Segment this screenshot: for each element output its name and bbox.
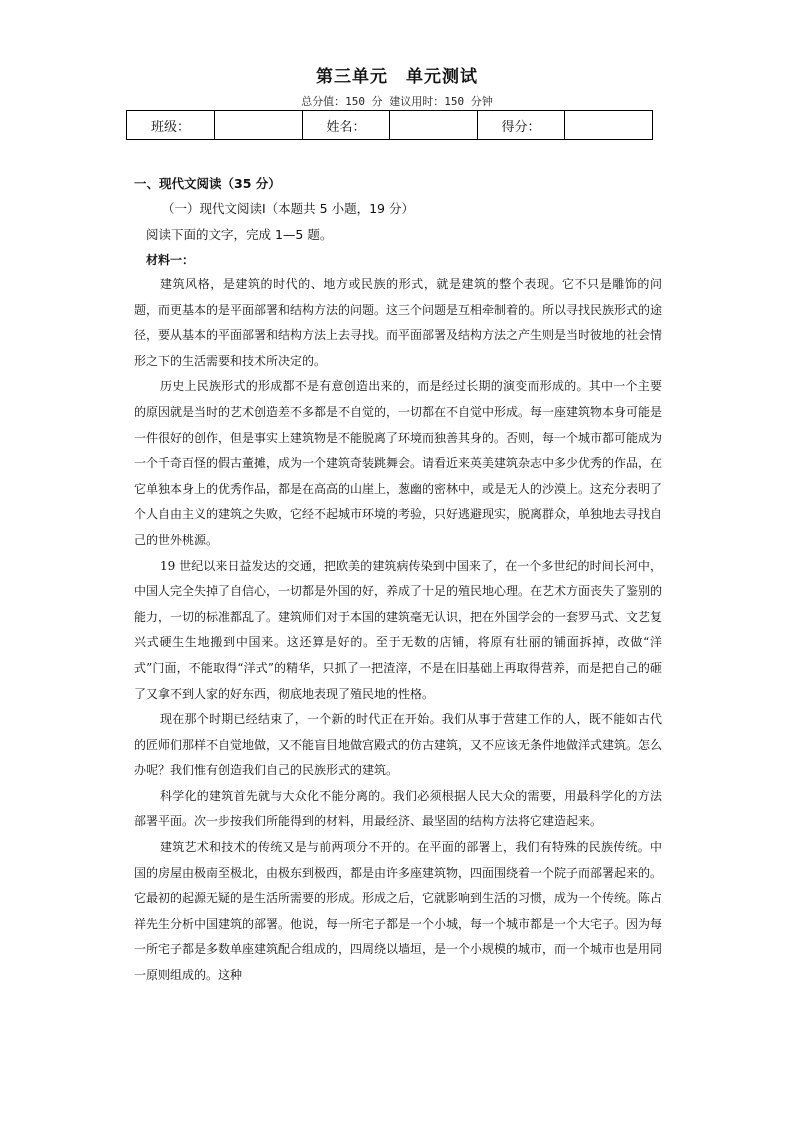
paragraph-2: 历史上民族形式的形成都不是有意创造出来的，而是经过长期的演变而形成的。其中一个主要的原因就是当时的艺术创造差不多都是不自觉的，一切都在不自觉中形成。每一座建筑物本身可能是一件很好的创作，但是事实上建筑物是不能脱离了环境而独善其身的。否则，每一个城市都可能成为一个千奇百怪的假古董摊，成为一个建筑奇装跳舞会。请看近来英美建筑杂志中多少优秀的作品，在它单独本身上的优秀作品，都是在高高的山崖上，葱幽的密林中，或是无人的沙漠上。这充分表明了个人自由主义的建筑之失败，它经不起城市环境的考验，只好逃避现实，脱离群众，单独地去寻找自己的世外桃源。 — [134, 379, 663, 547]
paragraph-3: 19 世纪以来日益发达的交通，把欧美的建筑病传染到中国来了，在一个多世纪的时间长河中，中国人完全失掉了自信心，一切都是外国的好，养成了十足的殖民地心理。在艺术方面丧失了鉴别的能力，一切的标准都乱了。建筑师们对于本国的建筑毫无认识，把在外国学会的一套罗马式、文艺复兴式硬生生地搬到中国来。这还算是好的。至于无数的店铺，将原有壮丽的铺面拆掉，改做“洋式”门面，不能取得“洋式”的精华，只抓了一把渣滓，不是在旧基础上再取得营养，而是把自己的砸了又拿不到人家的好东西，彻底地表现了殖民地的性格。 — [134, 558, 663, 701]
score-field[interactable] — [565, 111, 653, 140]
name-field[interactable] — [390, 111, 478, 140]
paragraph-1: 建筑风格，是建筑的时代的、地方或民族的形式，就是建筑的整个表现。它不只是雕饰的问题，而更基本的是平面部署和结构方法的问题。这三个问题是互相牵制着的。所以寻找民族形式的途径，要从基本的平面部署和结构方法上去寻找。而平面部署及结构方法之产生则是当时彼地的社会情形之下的生活需要和技术所决定的。 — [134, 277, 663, 368]
paragraph-6: 建筑艺术和技术的传统又是与前两项分不开的。在平面的部署上，我们有特殊的民族传统。中国的房屋由极南至极北，由极东到极西，都是由许多座建筑物，四面围绕着一个院子而部署起来的。它最初的起源无疑的是生活所需要的形成。形成之后，它就影响到生活的习惯，成为一个传统。陈占祥先生分析中国建筑的部署。他说，每一所宅子都是一个小城，每一个城市都是一个大宅子。因为每一所宅子都是多数单座建筑配合组成的，四周绕以墙垣，是一个小规模的城市，而一个城市也是用同一原则组成的。这种 — [134, 840, 663, 983]
material-label: 材料一： — [146, 253, 195, 267]
page-title: 第三单元 单元测试 — [316, 67, 478, 87]
class-label: 班级： — [127, 111, 215, 140]
paragraph-5: 科学化的建筑首先就与大众化不能分离的。我们必须根据人民大众的需要，用最科学化的方法部署平面。次一步按我们所能得到的材料，用最经济、最坚固的结构方法将它建造起来。 — [134, 788, 662, 829]
reading-instruction: 阅读下面的文字，完成 1—5 题。 — [146, 227, 333, 242]
name-label: 姓名： — [303, 111, 390, 140]
sub-section-heading: （一）现代文阅读Ⅰ（本题共 5 小题，19 分） — [162, 201, 414, 216]
section-heading: 一、现代文阅读（35 分） — [134, 176, 281, 191]
score-time-info: 总分值：150 分 建议用时：150 分钟 — [301, 95, 493, 108]
paragraph-4: 现在那个时期已经结束了，一个新的时代正在开始。我们从事于营建工作的人，既不能如古代的匠师们那样不自觉地做，又不能盲目地做宫殿式的仿古建筑，又不应该无条件地做洋式建筑。怎么办呢？我们惟有创造我们自己的民族形式的建筑。 — [134, 712, 663, 778]
reading-section — [134, 172, 662, 989]
class-field[interactable] — [215, 111, 303, 140]
score-label: 得分： — [478, 111, 565, 140]
student-info-table — [126, 110, 653, 140]
